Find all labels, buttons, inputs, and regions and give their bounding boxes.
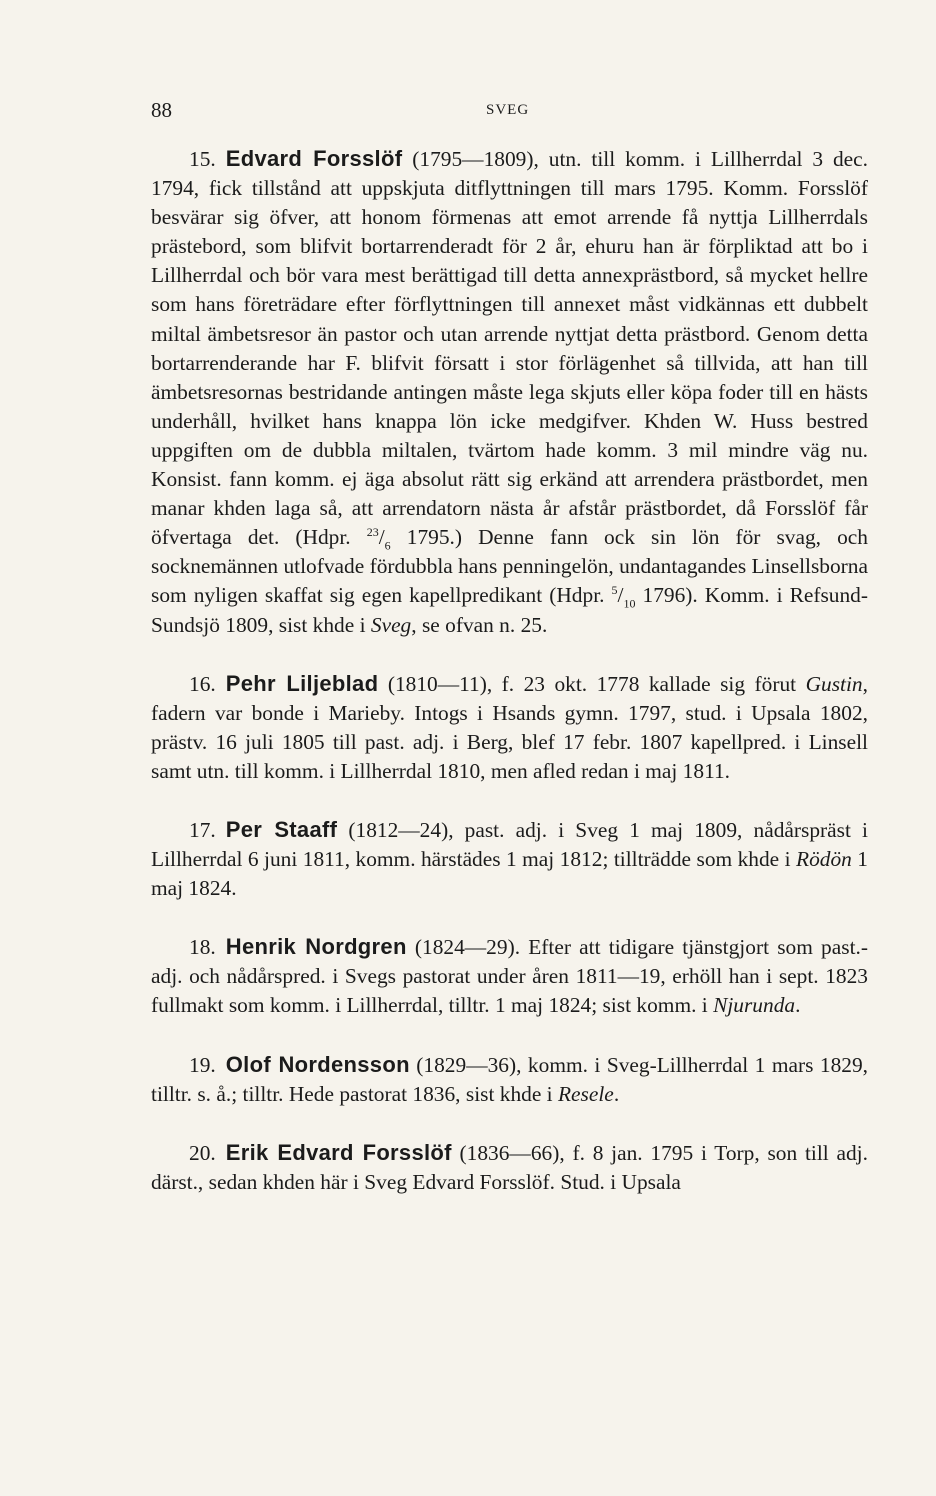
date-denominator: 10 xyxy=(623,596,636,611)
date-numerator: 5 xyxy=(611,583,618,598)
entry-17 xyxy=(151,815,868,903)
person-name: Per Staaff xyxy=(225,816,338,842)
entry-text: (1795—1809), utn. till komm. i Lillherrdal 3 dec. 1794, fick tillstånd att uppskjuta ditflyttningen till mars 1795. Komm. Forsslöf besvärar sig öfver, att honom förmenas att emot arrende få nyttja Lillherrdals prästebord, som blifvit bortarrenderadt för 2 år, ehuru han är förpliktad att bo i Lillherrdal och bör vara mest berättigad till detta annexprästbord, så mycket hellre som hans företrädare efter förflyttningen till annexet måst vidkännas ett dubbelt miltal ämbetsresor än pastor och utan arrende nyttjat detta prästbord. Genom detta bortarrenderande har F. blifvit försatt i stor förlägenhet så tillvida, att han till ämbetsresornas bestridande antingen måste lega skjuts eller köpa foder till en hästs underhåll, hvilket hans knappa lön icke medgifver. Khden W. Huss bestred uppgiften om de dubbla miltalen, tvärtom hade komm. 3 mil mindre väg nu. Konsist. fann komm. ej äga absolut rätt sig erkänd att arrendera prästbordet, men manar khden laga så, att arrendatorn nästa år afstår prästbordet, då Forsslöf får öfvertaga det. (Hdpr. xyxy=(151,147,868,550)
date-denominator: 6 xyxy=(384,538,391,553)
person-name: Henrik Nordgren xyxy=(225,934,407,960)
entry-number: 19. xyxy=(189,1052,216,1077)
entry-number: 17. xyxy=(189,817,216,842)
entry-number: 20. xyxy=(189,1140,216,1165)
entry-text: (1824—29). Efter att tidigare tjänstgjort som past.-adj. och nådårspred. i Svegs pastorat under åren 1811—19, erhöll han i sept. 1823 fullmakt som komm. i Lillherrdal, tilltr. 1 maj 1824; sist komm. i xyxy=(151,935,868,1018)
place-name: Njurunda xyxy=(713,993,796,1018)
entry-19 xyxy=(151,1050,868,1109)
person-name: Edvard Forsslöf xyxy=(225,146,403,171)
entry-text: (1836—66), f. 8 jan. 1795 i Torp, son till adj. därst., sedan khden här i Sveg Edvard Forsslöf. Stud. i Upsala xyxy=(151,1140,868,1194)
former-name: Gustin xyxy=(805,671,863,696)
entry-text: (1810—11), f. 23 okt. 1778 kallade sig förut xyxy=(378,671,806,696)
entry-15: 15. Edvard Forsslöf (1795—1809), utn. till komm. i Lillherrdal 3 dec. 1794, fick tillstånd att uppskjuta ditflyttningen till mars 1795. Komm. Forsslöf besvärar sig öfver, att honom förmenas att emot arrende få nyttja Lillherrdals prästebord, som blifvit bortarrenderadt för 2 år, ehuru han är förpliktad att bo i Lillherrdal och bör vara mest berättigad till detta annexprästbord, så mycket hellre som hans företrädare efter förflyttningen till annexet måst vidkännas ett dubbelt miltal ämbetsresor än pastor och utan arrende nyttjat detta prästbord. Genom detta bortarrenderande har F. blifvit försatt i stor förlägenhet så tillvida, att han till ämbetsresornas bestridande antingen måste lega skjuts eller köpa foder till en hästs underhåll, hvilket hans knappa lön icke medgifver. Khden W. Huss bestred uppgiften om de dubbla miltalen, tvärtom hade komm. 3 mil mindre väg nu. Konsist. fann komm. ej äga absolut rätt sig erkänd att arrendera prästbordet, men manar khden laga så, att arrendatorn nästa år afstår prästbordet, då Forsslöf får öfvertaga det. (Hdpr. $^{23}/_6$ 1795.) Denne fann ock sin lön för svag, och socknemännen utlofvade fördubbla hans penningelön, undantagandes Linsellsborna som nyligen skaffat sig egen kapellpredikant (Hdpr. $^5/_{10}$ 1796). Komm. i Refsund-Sundsjö 1809, sist khde i Sveg, se ofvan n. 25. xyxy=(151,146,868,637)
date-numerator: 23 xyxy=(366,525,379,540)
entry-number: 15. xyxy=(189,147,216,171)
entry-text: 1 maj 1824. xyxy=(151,847,868,901)
entry-text: (1812—24), past. adj. i Sveg 1 maj 1809, nådårspräst i Lillherrdal 6 juni 1811, komm. härstädes 1 maj 1812; tillträdde som khde i xyxy=(151,817,868,872)
entry-text: . xyxy=(613,1081,620,1106)
body-text xyxy=(151,144,868,1226)
entry-text: , fadern var bonde i Marieby. Intogs i Hsands gymn. 1797, stud. i Upsala 1802, prästv. 16 juli 1805 till past. adj. i Berg, blef 17 febr. 1807 kapellpred. i Linsell samt utn. till komm. i Lillherrdal 1810, men afled redan i maj 1811. xyxy=(151,671,868,783)
entry-number: 18. xyxy=(189,935,216,960)
person-name: Pehr Liljeblad xyxy=(225,670,379,696)
entry-text: 1795.) Denne fann ock sin lön för svag, och socknemännen utlofvade fördubbla hans penningelön, undantagandes Linsellsborna som nyligen skaffat sig egen kapellpredikant (Hdpr. xyxy=(151,525,868,608)
place-name: Resele xyxy=(557,1081,614,1106)
entry-text: 1796). Komm. i Refsund-Sundsjö 1809, sist khde i xyxy=(151,583,868,637)
entry-number: 16. xyxy=(189,671,216,696)
entry-20 xyxy=(151,1138,868,1197)
page-number: 88 xyxy=(151,98,172,122)
entry-text: . xyxy=(795,993,801,1018)
entry-16 xyxy=(151,669,868,786)
running-title: SVEG xyxy=(486,102,530,118)
place-name: Sveg xyxy=(370,612,412,637)
entry-text: (1829—36), komm. i Sveg-Lillherrdal 1 mars 1829, tilltr. s. å.; tilltr. Hede pastorat 1836, sist khde i xyxy=(151,1052,868,1106)
entry-text: , se ofvan n. 25. xyxy=(411,612,548,637)
person-name: Erik Edvard Forsslöf xyxy=(225,1139,452,1165)
place-name: Rödön xyxy=(796,847,852,872)
person-name: Olof Nordensson xyxy=(225,1051,410,1077)
entry-18 xyxy=(151,932,868,1020)
